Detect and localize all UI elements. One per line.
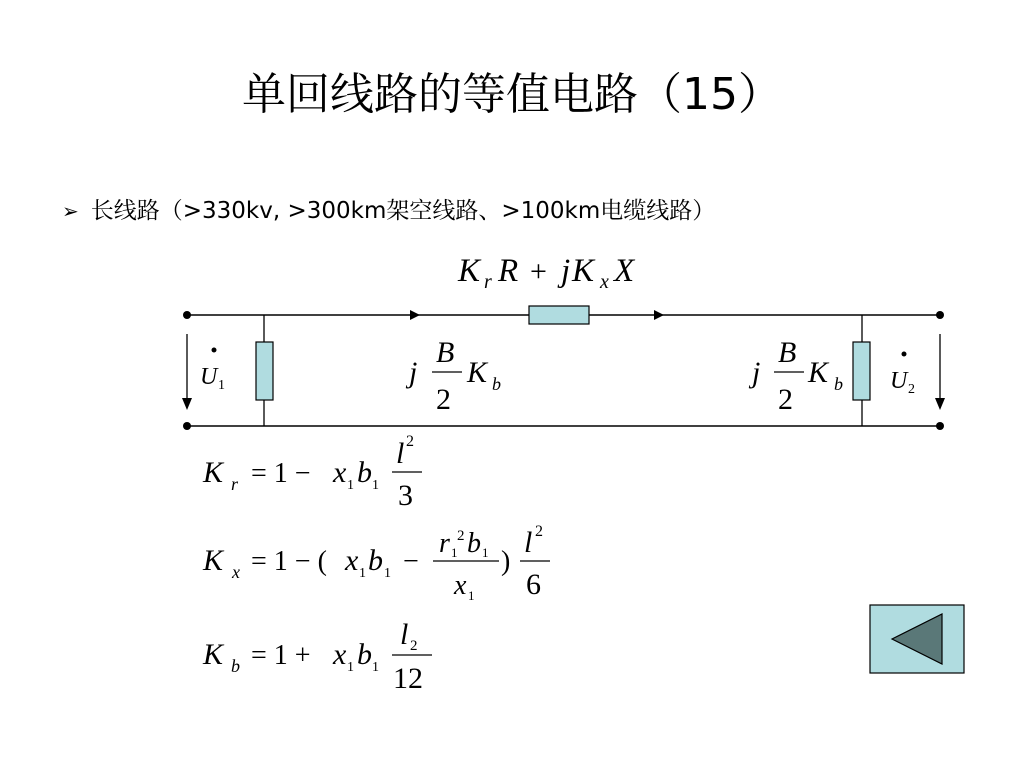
svg-text:j: j — [561, 253, 571, 289]
svg-text:2: 2 — [410, 638, 418, 654]
svg-text:+: + — [530, 255, 547, 288]
svg-text:j: j — [752, 356, 761, 389]
svg-text:b: b — [492, 374, 501, 394]
svg-text:1: 1 — [482, 545, 489, 560]
terminal-bottom-right — [936, 422, 944, 430]
svg-text:R: R — [498, 253, 519, 289]
svg-text:b: b — [467, 528, 481, 559]
svg-text:1: 1 — [347, 478, 354, 493]
svg-text:x: x — [345, 544, 359, 577]
svg-text:l: l — [524, 526, 533, 559]
voltage-label-u1 — [200, 348, 225, 394]
back-button[interactable] — [870, 605, 964, 673]
svg-text:= 1 +: = 1 + — [251, 640, 311, 671]
svg-text:= 1 − (: = 1 − ( — [251, 546, 327, 577]
svg-text:x: x — [232, 562, 240, 582]
series-impedance-label — [457, 253, 636, 293]
formula-kr — [202, 433, 422, 512]
svg-text:= 1 −: = 1 − — [251, 458, 311, 489]
svg-text:x: x — [600, 271, 609, 293]
svg-text:K: K — [203, 638, 224, 671]
voltage-arrow-right — [935, 334, 945, 410]
svg-text:x: x — [333, 456, 347, 489]
svg-text:2: 2 — [406, 433, 414, 450]
svg-text:2: 2 — [436, 383, 451, 416]
formula-kb — [202, 618, 432, 695]
slide-title: 单回线路的等值电路（15） — [242, 69, 782, 120]
svg-text:3: 3 — [398, 479, 413, 512]
bullet-arrow-icon: ➢ — [62, 199, 79, 223]
formula-kx — [202, 523, 550, 603]
svg-text:K: K — [203, 456, 224, 489]
bullet-text: 长线路（>330kv, >300km架空线路、>100km电缆线路） — [90, 198, 716, 224]
current-arrow-right — [654, 310, 664, 320]
svg-text:b: b — [368, 544, 383, 577]
shunt-label-left — [405, 336, 501, 416]
svg-text:1: 1 — [384, 566, 391, 581]
svg-text:b: b — [357, 456, 372, 489]
svg-text:2: 2 — [535, 523, 543, 540]
svg-text:−: − — [403, 546, 419, 577]
svg-text:r: r — [439, 528, 450, 559]
shunt-label-right — [748, 336, 843, 416]
svg-text:2: 2 — [778, 383, 793, 416]
svg-text:r: r — [231, 474, 239, 494]
svg-text:B: B — [436, 336, 455, 369]
svg-text:1: 1 — [347, 660, 354, 675]
svg-text:b: b — [834, 374, 843, 394]
svg-text:1: 1 — [218, 378, 225, 393]
svg-text:X: X — [614, 253, 635, 289]
svg-text:x: x — [454, 570, 467, 601]
svg-text:r: r — [484, 271, 492, 293]
svg-text:1: 1 — [451, 545, 458, 560]
svg-text:U: U — [890, 368, 908, 394]
svg-text:U: U — [200, 364, 218, 390]
svg-text:): ) — [501, 546, 511, 577]
svg-text:K: K — [458, 253, 481, 289]
svg-text:b: b — [357, 638, 372, 671]
series-impedance-element — [529, 306, 589, 324]
svg-text:B: B — [778, 336, 797, 369]
shunt-left-branch — [256, 315, 273, 426]
terminal-top-left — [183, 311, 191, 319]
svg-text:K: K — [808, 356, 829, 389]
terminal-top-right — [936, 311, 944, 319]
svg-text:b: b — [231, 656, 240, 676]
svg-text:1: 1 — [468, 588, 475, 603]
voltage-arrow-left — [182, 334, 192, 410]
shunt-right-branch — [853, 315, 870, 426]
svg-text:2: 2 — [457, 528, 465, 544]
svg-text:12: 12 — [393, 662, 423, 695]
svg-text:1: 1 — [372, 660, 379, 675]
svg-text:l: l — [400, 618, 409, 651]
svg-text:K: K — [572, 253, 595, 289]
svg-text:l: l — [396, 437, 405, 470]
svg-text:2: 2 — [908, 382, 915, 397]
svg-text:K: K — [203, 544, 224, 577]
svg-text:j: j — [409, 356, 418, 389]
current-arrow-left — [410, 310, 420, 320]
svg-text:x: x — [333, 638, 347, 671]
terminal-bottom-left — [183, 422, 191, 430]
svg-text:1: 1 — [372, 478, 379, 493]
voltage-label-u2 — [890, 352, 915, 398]
svg-text:K: K — [467, 356, 488, 389]
svg-text:6: 6 — [526, 568, 541, 601]
svg-text:1: 1 — [359, 566, 366, 581]
